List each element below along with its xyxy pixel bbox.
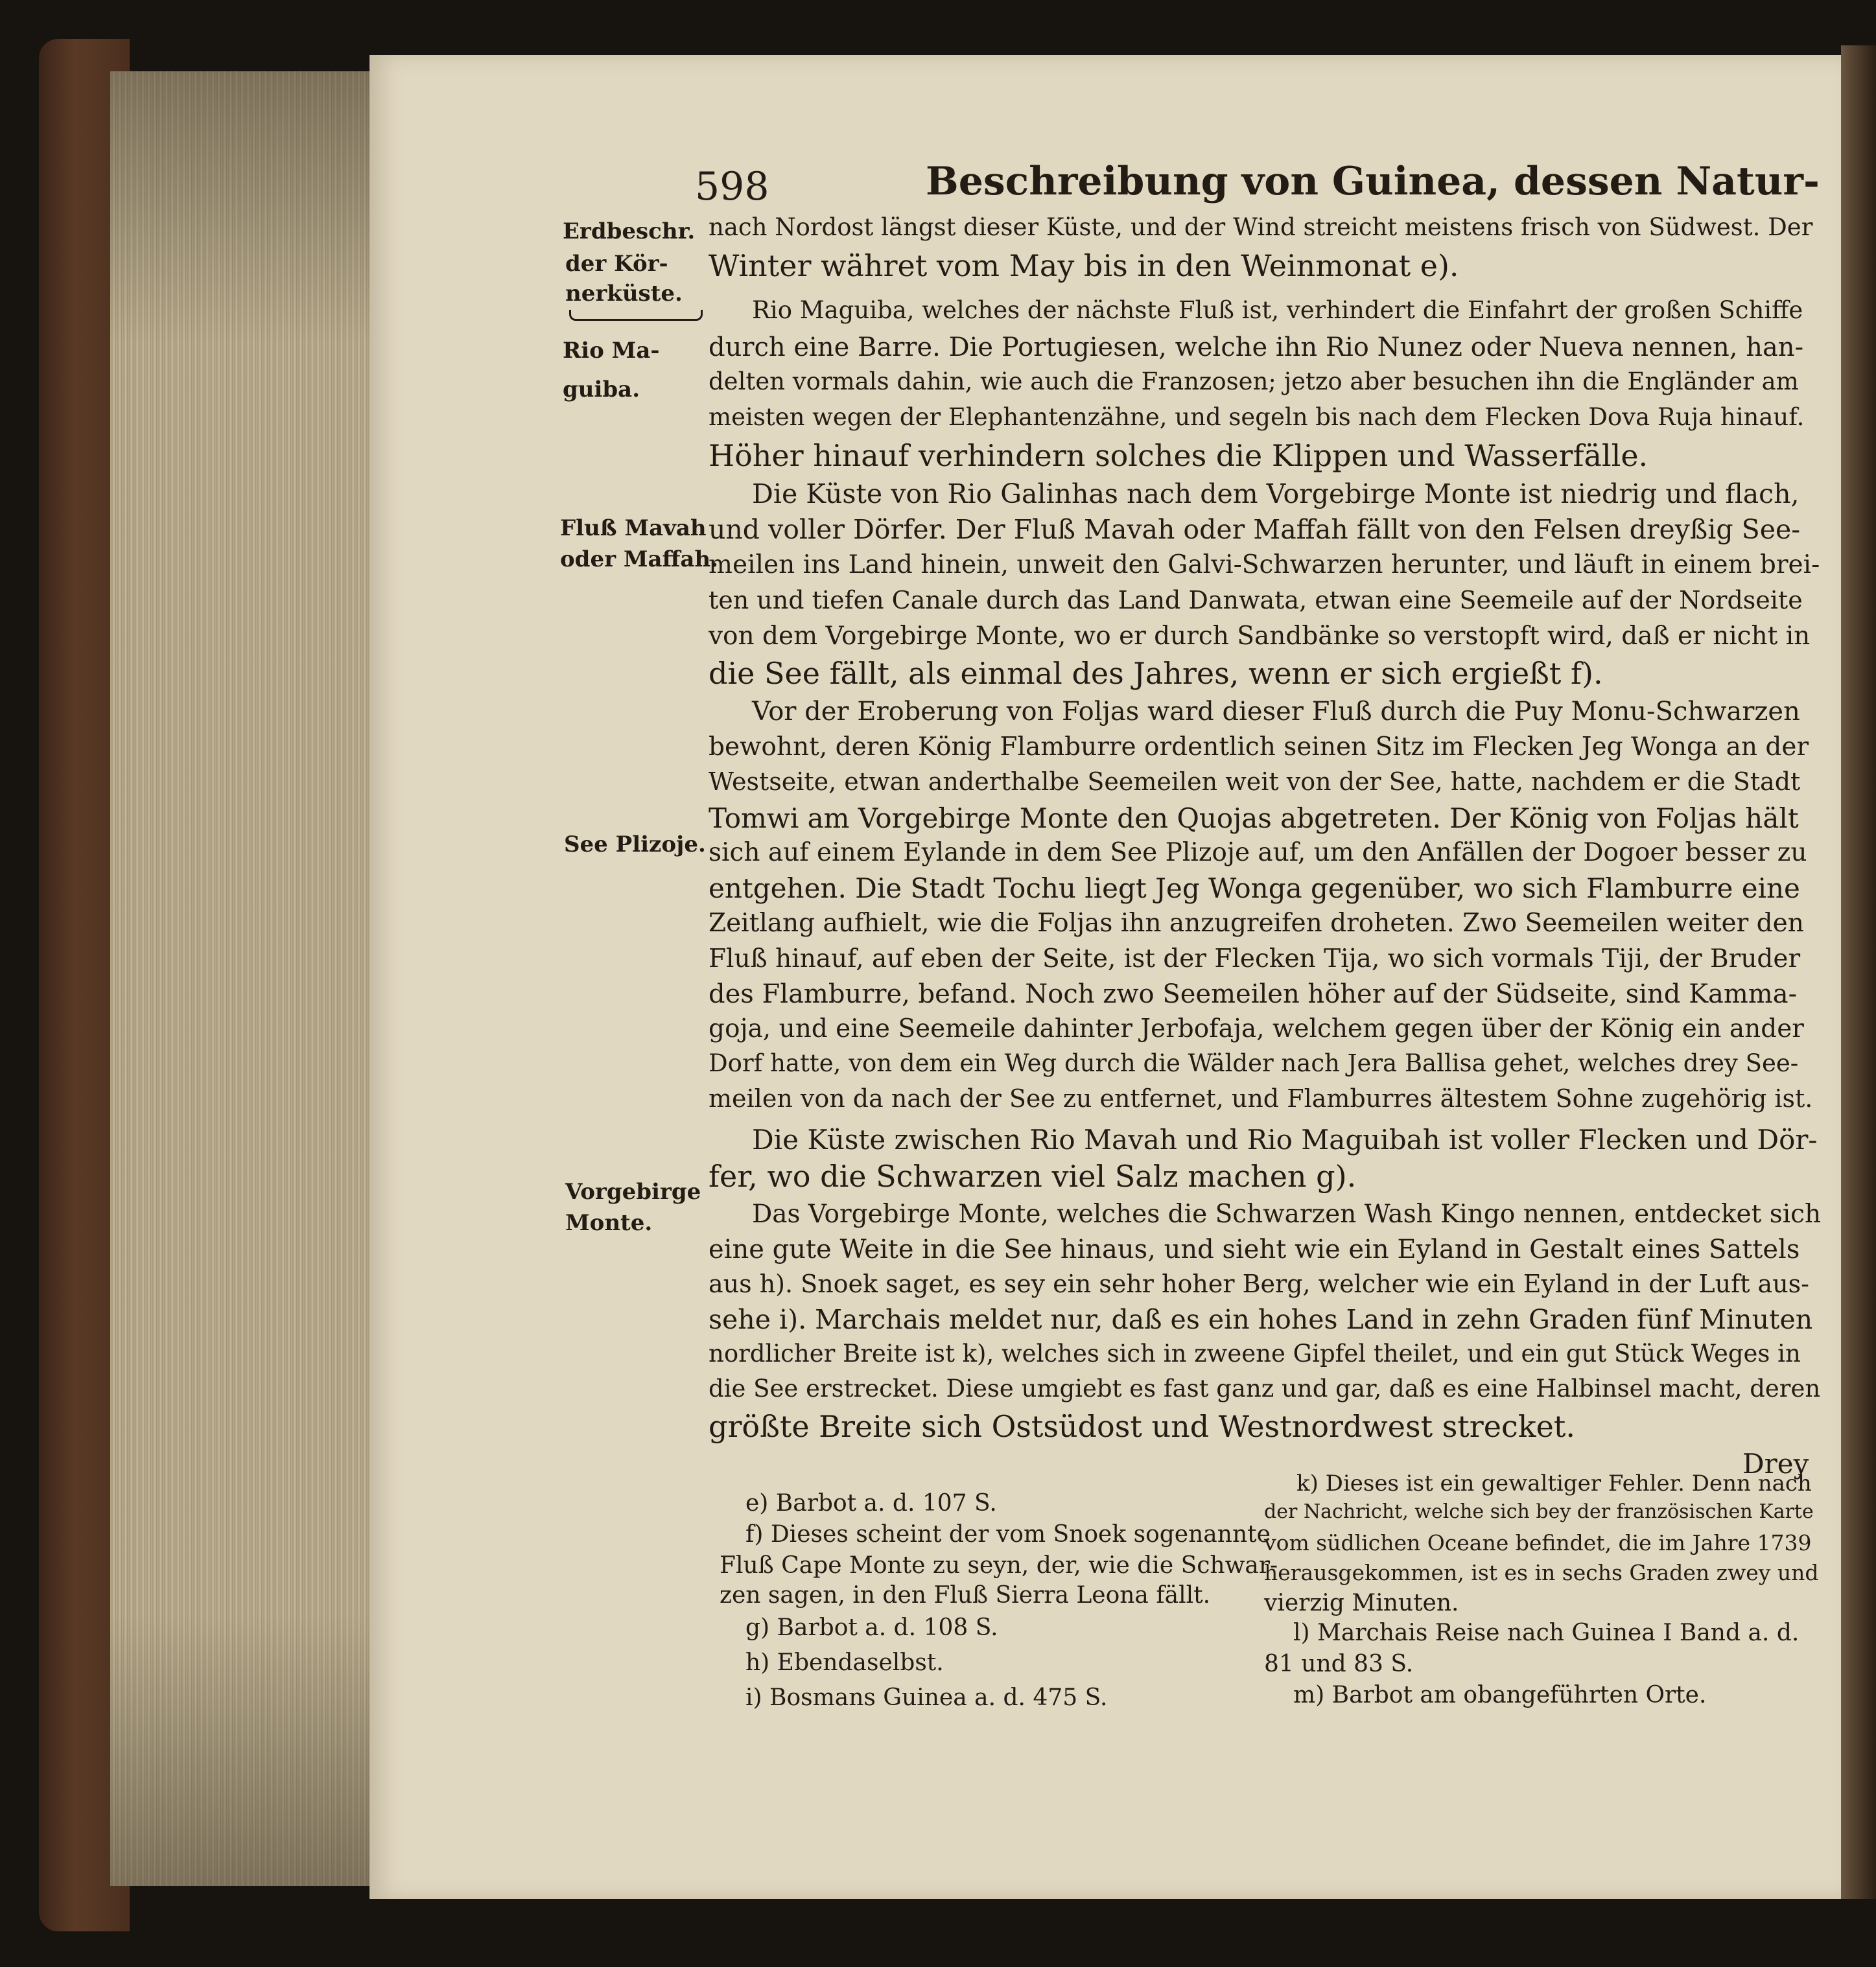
margin-note: Rio Ma- [563, 338, 660, 364]
body-line: delten vormals dahin, wie auch die Franzosen; jetzo aber besuchen ihn die Engländer am [709, 367, 1799, 395]
footnote: vierzig Minuten. [1264, 1590, 1459, 1616]
running-title: Beschreibung von Guinea, dessen Natur- [926, 159, 1820, 204]
margin-note: nerküste. [565, 281, 683, 307]
body-line: Westseite, etwan anderthalbe Seemeilen weit von der See, hatte, nachdem er die Stadt [709, 767, 1801, 796]
body-line: entgehen. Die Stadt Tochu liegt Jeg Wonga gegenüber, wo sich Flamburre eine [709, 872, 1800, 904]
catchword: Drey [1742, 1448, 1809, 1480]
margin-note: Fluß Mavah [560, 515, 707, 541]
margin-bracket [569, 310, 703, 321]
body-line: eine gute Weite in die See hinaus, und sieht wie ein Eyland in Gestalt eines Sattels [709, 1235, 1800, 1264]
body-line: ten und tiefen Canale durch das Land Danwata, etwan eine Seemeile auf der Nordseite [709, 586, 1803, 614]
body-line: Vor der Eroberung von Foljas ward dieser Fluß durch die Puy Monu-Schwarzen [752, 697, 1800, 727]
footnote: 81 und 83 S. [1264, 1651, 1414, 1677]
footnote: k) Dieses ist ein gewaltiger Fehler. Denn nach [1296, 1471, 1812, 1496]
footnote: Fluß Cape Monte zu seyn, der, wie die Schwar- [720, 1552, 1278, 1579]
body-line: Winter währet vom May bis in den Weinmonat e). [709, 248, 1459, 283]
footnote: herausgekommen, ist es in sechs Graden zwey und [1264, 1560, 1819, 1585]
footnote: e) Barbot a. d. 107 S. [745, 1490, 997, 1517]
footnote: der Nachricht, welche sich bey der französischen Karte [1264, 1500, 1814, 1523]
body-line: und voller Dörfer. Der Fluß Mavah oder Maffah fällt von den Felsen dreyßig See- [709, 514, 1801, 545]
margin-note: guiba. [563, 377, 640, 402]
body-line: Die Küste von Rio Galinhas nach dem Vorgebirge Monte ist niedrig und flach, [752, 478, 1800, 509]
footnote: f) Dieses scheint der vom Snoek sogenannte [745, 1521, 1271, 1548]
next-page-gutter [1841, 45, 1876, 1899]
footnote: i) Bosmans Guinea a. d. 475 S. [745, 1684, 1108, 1711]
body-line: die See fällt, als einmal des Jahres, wenn er sich ergießt f). [709, 656, 1603, 691]
footnote: g) Barbot a. d. 108 S. [745, 1614, 998, 1641]
footnote: zen sagen, in den Fluß Sierra Leona fällt. [720, 1582, 1211, 1609]
body-line: Die Küste zwischen Rio Mavah und Rio Maguibah ist voller Flecken und Dör- [752, 1124, 1818, 1156]
body-line: Zeitlang aufhielt, wie die Foljas ihn anzugreifen droheten. Zwo Seemeilen weiter den [709, 909, 1804, 938]
body-line: von dem Vorgebirge Monte, wo er durch Sandbänke so verstopft wird, daß er nicht in [709, 622, 1811, 651]
margin-note: der Kör- [565, 251, 668, 277]
body-line: aus h). Snoek saget, es sey ein sehr hoher Berg, welcher wie ein Eyland in der Luft aus- [709, 1270, 1810, 1298]
body-line: meilen von da nach der See zu entfernet, und Flamburres ältestem Sohne zugehörig ist. [709, 1084, 1813, 1113]
body-line: Das Vorgebirge Monte, welches die Schwarzen Wash Kingo nennen, entdecket sich [752, 1200, 1822, 1229]
margin-note: Erdbeschr. [563, 218, 696, 244]
body-line: größte Breite sich Ostsüdost und Westnordwest strecket. [709, 1409, 1575, 1444]
footnote: m) Barbot am obangeführten Orte. [1293, 1682, 1707, 1708]
page-number: 598 [695, 164, 769, 209]
body-line: meisten wegen der Elephantenzähne, und segeln bis nach dem Flecken Dova Ruja hinauf. [709, 403, 1805, 431]
body-line: Dorf hatte, von dem ein Weg durch die Wälder nach Jera Ballisa gehet, welches drey See- [709, 1049, 1799, 1077]
body-line: die See erstrecket. Diese umgiebt es fast ganz und gar, daß es eine Halbinsel macht, deren [709, 1375, 1821, 1403]
body-line: nach Nordost längst dieser Küste, und der Wind streicht meistens frisch von Südwest. Der [709, 213, 1813, 241]
body-line: sehe i). Marchais meldet nur, daß es ein hohes Land in zehn Graden fünf Minuten [709, 1304, 1813, 1335]
body-line: goja, und eine Seemeile dahinter Jerbofaja, welchem gegen über der König ein ander [709, 1014, 1804, 1043]
footnote: h) Ebendaselbst. [745, 1649, 944, 1676]
body-line: des Flamburre, befand. Noch zwo Seemeilen höher auf der Südseite, sind Kamma- [709, 979, 1798, 1009]
body-line: fer, wo die Schwarzen viel Salz machen g). [709, 1159, 1357, 1194]
body-line: sich auf einem Eylande in dem See Plizoje auf, um den Anfällen der Dogoer besser zu [709, 838, 1807, 867]
footnote: l) Marchais Reise nach Guinea I Band a. d. [1293, 1620, 1800, 1646]
body-line: bewohnt, deren König Flamburre ordentlich seinen Sitz im Flecken Jeg Wonga an der [709, 732, 1809, 762]
body-line: durch eine Barre. Die Portugiesen, welche ihn Rio Nunez oder Nueva nennen, han- [709, 332, 1804, 362]
body-line: nordlicher Breite ist k), welches sich in zweene Gipfel theilet, und ein gut Stück Weges in [709, 1340, 1801, 1368]
margin-note: See Plizoje. [564, 832, 706, 857]
margin-note: Monte. [565, 1210, 653, 1236]
body-line: Höher hinauf verhindern solches die Klippen und Wasserfälle. [709, 438, 1648, 473]
body-line: Tomwi am Vorgebirge Monte den Quojas abgetreten. Der König von Foljas hält [709, 802, 1799, 834]
margin-note: oder Maffah. [560, 546, 718, 572]
footnote: vom südlichen Oceane befindet, die im Jahre 1739 [1264, 1530, 1812, 1555]
body-line: Rio Maguiba, welches der nächste Fluß ist, verhindert die Einfahrt der großen Schiffe [752, 296, 1803, 324]
body-line: meilen ins Land hinein, unweit den Galvi-Schwarzen herunter, und läuft in einem brei- [709, 550, 1820, 579]
body-line: Fluß hinauf, auf eben der Seite, ist der Flecken Tija, wo sich vormals Tiji, der Bruder [709, 944, 1801, 973]
page-edges-shadow [110, 71, 376, 1886]
margin-note: Vorgebirge [565, 1179, 701, 1205]
